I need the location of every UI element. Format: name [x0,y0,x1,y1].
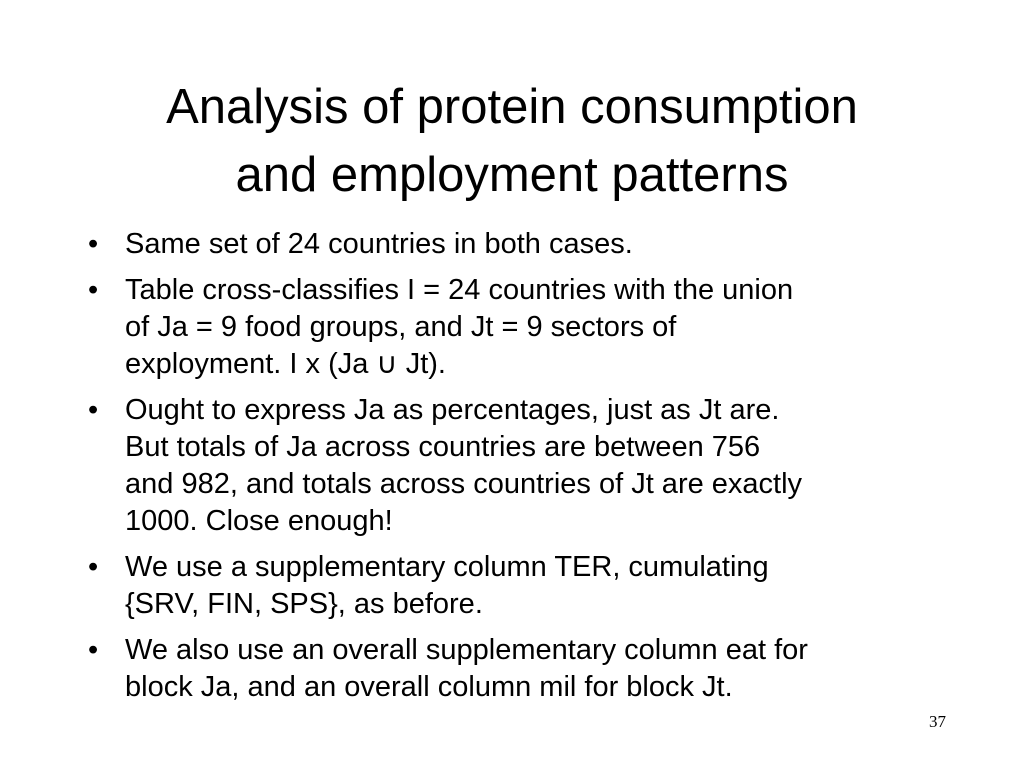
bullet-text-line: Table cross-classifies I = 24 countries with the union [125,274,794,306]
bullet-text-line: 1000. Close enough! [125,505,393,537]
bullet-item [88,226,948,263]
bullet-item [88,392,948,540]
bullet-text-line: block Ja, and an overall column mil for block Jt. [125,671,733,703]
bullet-dot-icon: • [88,228,99,260]
bullet-dot-icon: • [88,274,99,306]
slide-title-line: Analysis of protein consumption [166,80,858,134]
bullet-item [88,549,948,623]
slide-title [40,73,984,209]
bullet-text-line: of Ja = 9 food groups, and Jt = 9 sectors of [125,311,677,343]
bullet-item [88,632,948,706]
bullet-dot-icon: • [88,634,99,666]
bullet-text-line: But totals of Ja across countries are between 756 [125,431,761,463]
bullet-dot-icon: • [88,551,99,583]
bullet-dot-icon: • [88,394,99,426]
bullet-item [88,272,948,383]
bullet-text-line: Same set of 24 countries in both cases. [125,228,633,260]
slide-title-line: and employment patterns [235,148,789,202]
bullet-list [88,226,948,715]
bullet-text-line: and 982, and totals across countries of Jt are exactly [125,468,803,500]
bullet-text-line: Ought to express Ja as percentages, just as Jt are. [125,394,780,426]
bullet-text-line: {SRV, FIN, SPS}, as before. [125,588,483,620]
page-number: 37 [929,712,946,731]
bullet-text-line: exployment. I x (Ja ∪ Jt). [125,348,446,380]
bullet-text-line: We use a supplementary column TER, cumulating [125,551,769,583]
bullet-text-line: We also use an overall supplementary column eat for [125,634,808,666]
